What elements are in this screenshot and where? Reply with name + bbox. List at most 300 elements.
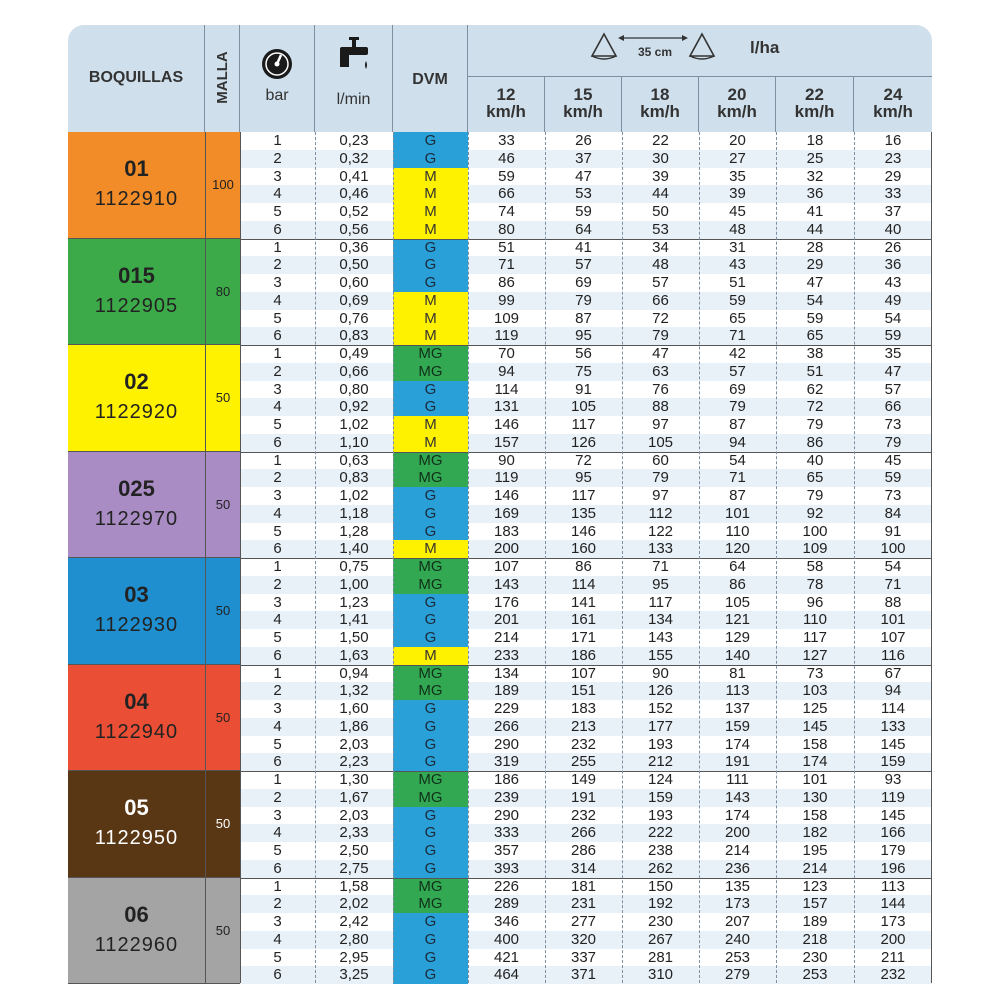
speed-header-22 (776, 77, 854, 132)
rate-cell: 47 (806, 274, 824, 291)
table-row (240, 150, 932, 168)
flow-cell: 1,30 (339, 771, 369, 788)
rate-cell: 64 (575, 220, 592, 238)
rate-cell: 71 (884, 575, 902, 593)
rate-cell: 143 (493, 575, 520, 593)
rate-cell: 117 (803, 629, 827, 646)
speed-unit: km/h (640, 102, 680, 121)
rate-cell: 87 (729, 416, 746, 433)
rate-cell: 95 (575, 327, 592, 345)
rate-cell: 181 (570, 877, 597, 895)
rate-cell: 79 (884, 433, 902, 451)
rate-cell: 229 (493, 700, 520, 717)
rate-cell: 421 (493, 948, 520, 966)
dvm-cell: MG (393, 895, 468, 913)
water-tap-icon (338, 37, 370, 81)
nozzle-01 (68, 132, 205, 239)
rate-cell: 31 (729, 238, 746, 256)
pressure-cell: 1 (273, 558, 282, 575)
pressure-cell: 4 (273, 717, 282, 735)
lha-label: l/ha (750, 38, 780, 57)
table-row (240, 594, 932, 612)
table-row (240, 540, 932, 558)
rate-cell: 20 (729, 132, 746, 149)
rate-cell: 103 (802, 682, 828, 700)
rate-cell: 290 (493, 806, 520, 824)
dvm-cell: MG (393, 682, 468, 700)
rate-cell: 32 (806, 167, 824, 185)
nozzle-code: 01 (124, 156, 149, 181)
rate-cell: 143 (724, 788, 751, 806)
header-dvm (393, 25, 468, 132)
rate-cell: 193 (647, 735, 674, 753)
rate-cell: 60 (652, 451, 669, 469)
rate-cell: 112 (648, 504, 673, 522)
flow-cell: 2,80 (339, 930, 369, 948)
rate-cell: 87 (729, 487, 746, 504)
flow-cell: 1,10 (339, 433, 369, 451)
pressure-cell: 6 (273, 220, 282, 238)
pressure-cell: 3 (273, 167, 282, 185)
rate-cell: 78 (806, 575, 824, 593)
dvm-cell: G (393, 487, 468, 505)
rate-cell: 159 (880, 753, 906, 771)
rate-cell: 157 (493, 433, 520, 451)
rate-cell: 114 (881, 700, 905, 717)
rate-cell: 25 (806, 149, 824, 167)
rate-cell: 346 (493, 913, 520, 930)
rate-cell: 96 (806, 593, 824, 611)
table-row (240, 682, 932, 700)
dvm-cell: G (393, 949, 468, 967)
table-row (240, 327, 932, 345)
table-row (240, 381, 932, 399)
rate-cell: 99 (498, 291, 515, 309)
rate-cell: 320 (570, 930, 597, 948)
rate-cell: 59 (806, 309, 824, 327)
rate-cell: 105 (570, 398, 597, 416)
rate-cell: 279 (724, 966, 751, 984)
rate-cell: 36 (806, 185, 824, 203)
dvm-cell: G (393, 824, 468, 842)
rate-cell: 357 (493, 842, 520, 859)
table-row (240, 434, 932, 452)
rate-cell: 152 (647, 700, 674, 717)
flow-cell: 0,63 (339, 451, 369, 469)
mesh-value: 50 (205, 558, 240, 665)
rate-cell: 277 (570, 913, 597, 930)
rate-cell: 51 (498, 238, 515, 256)
block-separator (240, 452, 932, 453)
nozzle-ref: 1122905 (94, 294, 179, 317)
rate-cell: 47 (575, 167, 592, 185)
rate-cell: 91 (575, 380, 592, 398)
pressure-cell: 2 (273, 895, 282, 913)
rate-cell: 65 (806, 327, 824, 345)
rate-cell: 107 (880, 629, 906, 646)
mesh-value: 50 (205, 452, 240, 559)
pressure-cell: 5 (273, 203, 282, 220)
rate-cell: 177 (647, 717, 674, 735)
rate-cell: 333 (493, 824, 520, 842)
rate-cell: 57 (884, 380, 902, 398)
flow-cell: 1,58 (339, 877, 369, 895)
rate-cell: 113 (725, 682, 750, 700)
rate-cell: 240 (724, 930, 751, 948)
dvm-cell: G (393, 523, 468, 541)
rate-cell: 65 (806, 469, 824, 487)
flow-cell: 0,60 (339, 274, 369, 291)
rate-cell: 200 (724, 824, 751, 842)
flow-cell: 0,41 (339, 167, 369, 185)
flow-cell: 0,75 (339, 558, 369, 575)
table-row (240, 966, 932, 984)
rate-cell: 57 (652, 274, 669, 291)
rate-cell: 159 (647, 788, 674, 806)
rate-cell: 34 (652, 238, 669, 256)
rate-cell: 141 (570, 593, 597, 611)
rate-cell: 27 (729, 149, 746, 167)
rate-cell: 174 (724, 735, 751, 753)
flow-cell: 0,36 (339, 238, 369, 256)
rate-cell: 79 (806, 487, 824, 504)
table-row (240, 860, 932, 878)
rate-cell: 48 (652, 256, 669, 274)
rate-cell: 36 (884, 256, 902, 274)
rate-cell: 75 (575, 362, 592, 380)
flow-cell: 0,83 (339, 469, 369, 487)
dvm-cell: MG (393, 469, 468, 487)
rate-cell: 59 (498, 167, 515, 185)
rate-cell: 337 (570, 948, 597, 966)
pressure-cell: 1 (273, 451, 282, 469)
rate-cell: 267 (647, 930, 674, 948)
rate-cell: 59 (729, 291, 746, 309)
flow-cell: 0,69 (339, 291, 369, 309)
rate-cell: 81 (729, 664, 746, 682)
rate-cell: 218 (802, 930, 828, 948)
speed-unit: km/h (563, 102, 603, 121)
rate-cell: 393 (493, 859, 520, 877)
dvm-cell: G (393, 150, 468, 168)
dvm-cell: G (393, 505, 468, 523)
dvm-cell: MG (393, 878, 468, 896)
flow-cell: 1,86 (339, 717, 369, 735)
table-row (240, 771, 932, 789)
rate-cell: 110 (803, 611, 827, 629)
pressure-cell: 4 (273, 398, 282, 416)
rate-cell: 127 (802, 646, 828, 664)
rate-cell: 73 (806, 664, 824, 682)
rate-cell: 35 (729, 167, 746, 185)
mesh-value: 50 (205, 665, 240, 772)
rate-cell: 123 (802, 877, 828, 895)
rate-cell: 134 (647, 611, 674, 629)
rate-cell: 160 (570, 540, 597, 558)
pressure-cell: 5 (273, 629, 282, 646)
dvm-cell: MG (393, 789, 468, 807)
rate-cell: 266 (570, 824, 597, 842)
table-row (240, 452, 932, 470)
rate-cell: 41 (806, 203, 824, 220)
rate-cell: 207 (724, 913, 751, 930)
dvm-cell: G (393, 718, 468, 736)
rate-cell: 231 (570, 895, 597, 913)
rate-cell: 120 (724, 540, 751, 558)
rate-cell: 319 (493, 753, 520, 771)
nozzle-code: 04 (124, 688, 149, 714)
speed-unit: km/h (794, 102, 835, 121)
rate-cell: 53 (575, 185, 592, 203)
rate-cell: 281 (647, 948, 674, 966)
speed-value: 24 (883, 85, 903, 104)
dvm-cell: MG (393, 576, 468, 594)
column-divider (468, 132, 469, 983)
rate-cell: 79 (652, 469, 669, 487)
dvm-cell: M (393, 416, 468, 434)
rate-cell: 101 (724, 504, 751, 522)
flow-cell: 1,02 (339, 487, 369, 504)
mesh-value: 80 (205, 239, 240, 346)
rate-cell: 39 (729, 185, 746, 203)
rate-cell: 117 (571, 487, 596, 504)
speed-header-20 (699, 77, 776, 132)
speed-value: 22 (805, 85, 824, 104)
rate-cell: 35 (884, 345, 902, 362)
rate-cell: 232 (880, 966, 906, 984)
rate-cell: 253 (724, 948, 751, 966)
rate-cell: 166 (880, 824, 906, 842)
rate-cell: 64 (729, 558, 746, 575)
table-row (240, 895, 932, 913)
rate-cell: 88 (652, 398, 669, 416)
rate-cell: 28 (806, 238, 824, 256)
column-divider (315, 132, 316, 983)
rate-cell: 100 (880, 540, 906, 558)
rate-cell: 134 (493, 664, 520, 682)
rate-cell: 72 (652, 309, 669, 327)
nozzle-code: 015 (118, 262, 155, 288)
flow-cell: 1,40 (339, 540, 369, 558)
nozzle-code: 025 (118, 475, 155, 501)
pressure-cell: 4 (273, 504, 282, 522)
pressure-cell: 4 (273, 824, 282, 842)
table-row (240, 753, 932, 771)
rate-cell: 90 (652, 664, 669, 682)
dvm-cell: M (393, 168, 468, 186)
rate-cell: 230 (647, 913, 674, 930)
rate-cell: 135 (724, 877, 751, 895)
rate-cell: 86 (806, 433, 824, 451)
rate-cell: 158 (802, 735, 828, 753)
rate-cell: 40 (806, 451, 824, 469)
rate-cell: 56 (575, 345, 592, 362)
pressure-cell: 1 (273, 664, 282, 682)
dvm-cell: M (393, 221, 468, 239)
mesh-value: 50 (205, 771, 240, 878)
rate-cell: 122 (647, 522, 674, 540)
rate-cell: 54 (884, 558, 902, 575)
rate-cell: 94 (729, 433, 746, 451)
rate-cell: 253 (802, 966, 828, 984)
dvm-cell: G (393, 842, 468, 860)
rate-cell: 92 (806, 504, 824, 522)
speed-unit: km/h (486, 102, 526, 121)
rate-cell: 87 (575, 309, 592, 327)
rate-cell: 97 (652, 487, 669, 504)
table-row (240, 469, 932, 487)
rate-cell: 54 (806, 291, 824, 309)
rate-cell: 79 (575, 291, 592, 309)
rate-cell: 146 (570, 522, 597, 540)
rate-cell: 158 (802, 806, 828, 824)
rate-cell: 97 (652, 416, 669, 433)
rate-cell: 110 (725, 522, 750, 540)
rate-cell: 26 (884, 238, 902, 256)
rate-cell: 143 (647, 629, 674, 646)
rate-cell: 18 (806, 132, 824, 149)
dvm-cell: G (393, 274, 468, 292)
rate-cell: 314 (570, 859, 597, 877)
flow-cell: 0,32 (339, 149, 369, 167)
flow-cell: 1,67 (339, 788, 369, 806)
rate-cell: 29 (884, 167, 902, 185)
rate-cell: 63 (652, 362, 669, 380)
dvm-cell: M (393, 647, 468, 665)
pressure-cell: 2 (273, 575, 282, 593)
table-row (240, 736, 932, 754)
rate-cell: 130 (802, 788, 828, 806)
rate-cell: 151 (570, 682, 597, 700)
rate-cell: 37 (884, 203, 902, 220)
dvm-cell: G (393, 931, 468, 949)
rate-cell: 50 (652, 203, 669, 220)
rate-cell: 107 (570, 664, 597, 682)
dvm-cell: G (393, 913, 468, 931)
pressure-cell: 4 (273, 185, 282, 203)
rate-cell: 144 (880, 895, 906, 913)
rate-cell: 135 (570, 504, 597, 522)
table-row (240, 203, 932, 221)
table-row (240, 558, 932, 576)
speed-value: 18 (650, 85, 670, 104)
rate-cell: 117 (571, 416, 596, 433)
block-separator (240, 558, 932, 559)
rate-cell: 22 (652, 132, 669, 149)
speed-unit: km/h (717, 102, 757, 121)
nozzle-ref: 1122950 (94, 827, 179, 849)
rate-cell: 213 (570, 717, 597, 735)
rate-cell: 79 (806, 416, 824, 433)
table-row (240, 878, 932, 896)
rate-cell: 57 (729, 362, 746, 380)
rate-cell: 289 (493, 895, 520, 913)
rate-cell: 57 (575, 256, 592, 274)
flow-cell: 0,56 (339, 220, 369, 238)
header-boquillas (68, 25, 205, 132)
rate-cell: 51 (729, 274, 746, 291)
rate-cell: 23 (884, 149, 902, 167)
dvm-cell: G (393, 132, 468, 150)
rate-cell: 239 (493, 788, 520, 806)
rate-cell: 191 (724, 753, 751, 771)
table-row (240, 789, 932, 807)
dvm-cell: MG (393, 665, 468, 683)
pressure-cell: 5 (273, 522, 282, 540)
flow-cell: 0,49 (339, 345, 369, 362)
flow-cell: 0,66 (339, 362, 369, 380)
flow-cell: 1,41 (339, 611, 369, 629)
nozzle-03 (68, 558, 205, 665)
rate-cell: 109 (802, 540, 828, 558)
rate-cell: 121 (724, 611, 751, 629)
table-row (240, 239, 932, 257)
rate-cell: 196 (880, 859, 906, 877)
nozzle-ref: 1122970 (94, 507, 179, 530)
nozzle-code: 05 (124, 795, 149, 820)
header-malla (205, 25, 240, 132)
dvm-cell: G (393, 753, 468, 771)
rate-cell: 145 (880, 806, 906, 824)
flow-cell: 0,23 (339, 132, 369, 149)
dvm-cell: MG (393, 345, 468, 363)
pressure-cell: 1 (273, 132, 282, 149)
dvm-cell: MG (393, 771, 468, 789)
pressure-cell: 6 (273, 966, 282, 984)
rate-cell: 146 (493, 416, 520, 433)
rate-cell: 72 (806, 398, 824, 416)
table-row (240, 718, 932, 736)
table-row (240, 824, 932, 842)
column-divider (622, 132, 623, 983)
flow-cell: 3,25 (339, 966, 369, 984)
rate-cell: 43 (884, 274, 902, 291)
pressure-cell: 1 (273, 238, 282, 256)
rate-cell: 69 (729, 380, 746, 398)
column-divider (545, 132, 546, 983)
rate-cell: 59 (884, 469, 902, 487)
rate-cell: 41 (575, 238, 592, 256)
rate-cell: 232 (570, 806, 597, 824)
table-row (240, 913, 932, 931)
pressure-cell: 2 (273, 682, 282, 700)
rate-cell: 371 (570, 966, 597, 984)
speed-value: 12 (496, 85, 516, 104)
rate-cell: 66 (884, 398, 902, 416)
flow-cell: 1,02 (339, 416, 369, 433)
rate-cell: 46 (498, 149, 515, 167)
pressure-cell: 3 (273, 380, 282, 398)
rate-cell: 159 (724, 717, 751, 735)
rate-cell: 43 (729, 256, 746, 274)
pressure-cell: 5 (273, 309, 282, 327)
rate-cell: 131 (493, 398, 520, 416)
column-divider (699, 132, 700, 983)
pressure-cell: 1 (273, 345, 282, 362)
malla-label: MALLA (214, 51, 231, 104)
rate-cell: 66 (498, 185, 515, 203)
rate-cell: 125 (802, 700, 828, 717)
rate-cell: 233 (493, 646, 520, 664)
rate-cell: 192 (647, 895, 674, 913)
rate-cell: 44 (652, 185, 669, 203)
pressure-cell: 3 (273, 700, 282, 717)
speed-unit: km/h (873, 102, 913, 121)
rate-cell: 214 (802, 859, 828, 877)
pressure-cell: 6 (273, 540, 282, 558)
rate-cell: 117 (648, 593, 673, 611)
rate-cell: 145 (880, 735, 906, 753)
